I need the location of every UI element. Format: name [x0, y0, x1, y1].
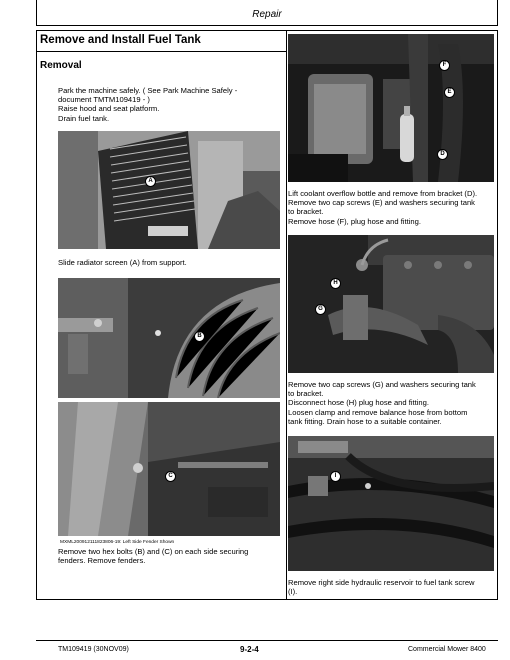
step-line: fenders. Remove fenders.	[58, 556, 146, 566]
footer-rule	[36, 640, 498, 641]
callout-c: C	[165, 471, 176, 482]
callout-i: I	[330, 471, 341, 482]
callout-f: F	[439, 60, 450, 71]
hydraulic-reservoir-illustration	[288, 436, 494, 571]
step-text-radiator: Slide radiator screen (A) from support.	[58, 258, 187, 267]
step-text-coolant	[288, 189, 494, 226]
step-line: to bracket.	[288, 389, 324, 399]
photo-hydraulic-reservoir	[288, 436, 494, 571]
fender-bolt-illustration	[58, 278, 280, 398]
step-text-tank-bracket	[288, 380, 494, 426]
step-line: Remove two cap screws (E) and washers securing tank	[288, 198, 475, 208]
header-title: Repair	[252, 9, 282, 20]
footer-product-name: Commercial Mower 8400	[408, 646, 486, 653]
photo-radiator-screen	[58, 131, 280, 249]
step-line: tank fitting. Drain hose to a suitable container.	[288, 416, 442, 426]
radiator-illustration	[58, 131, 280, 249]
footer-doc-id: TM109419 (30NOV09)	[58, 646, 129, 653]
image-caption-id: MXML200912111823806-19: Left Side Fender Shown	[60, 540, 175, 545]
step-line: Remove right side hydraulic reservoir to fuel tank screw	[288, 578, 475, 587]
photo-fender-bolt-b	[58, 278, 280, 398]
callout-g: G	[315, 304, 326, 315]
step-line: Remove two cap screws (G) and washers securing tank	[288, 380, 476, 389]
step-line: Loosen clamp and remove balance hose from bottom	[288, 407, 468, 417]
callout-a: A	[145, 176, 156, 187]
fender-bolt-c-illustration	[58, 402, 280, 536]
step-line: to bracket.	[288, 207, 324, 217]
step-text-park	[58, 86, 280, 123]
step-text-reservoir	[288, 578, 494, 596]
column-divider	[286, 31, 287, 599]
step-line: Disconnect hose (H) plug hose and fitting.	[288, 398, 429, 408]
callout-d: D	[437, 149, 448, 160]
callout-e: E	[444, 87, 455, 98]
step-line: Lift coolant overflow bottle and remove from bracket (D).	[288, 189, 478, 198]
step-line: Raise hood and seat platform.	[58, 104, 160, 114]
step-line: Drain fuel tank.	[58, 113, 110, 123]
footer-page-number: 9-2-4	[240, 645, 259, 654]
step-line: Park the machine safely. ( See Park Machine Safely -	[58, 86, 238, 95]
coolant-illustration	[288, 34, 494, 182]
subsection-title: Removal	[40, 60, 82, 71]
section-title: Remove and Install Fuel Tank	[40, 34, 201, 46]
callout-b: B	[194, 331, 205, 342]
header-bar	[36, 0, 498, 26]
photo-fender-bolt-c	[58, 402, 280, 536]
step-line: Remove hose (F), plug hose and fitting.	[288, 216, 421, 226]
step-line: (I).	[288, 587, 298, 597]
photo-coolant-bottle	[288, 34, 494, 182]
step-line: document TMTM109419 - )	[58, 95, 150, 105]
callout-h: H	[330, 278, 341, 289]
step-line: Remove two hex bolts (B) and (C) on each side securing	[58, 547, 249, 556]
title-rule	[37, 51, 286, 52]
step-text-fenders	[58, 547, 280, 565]
